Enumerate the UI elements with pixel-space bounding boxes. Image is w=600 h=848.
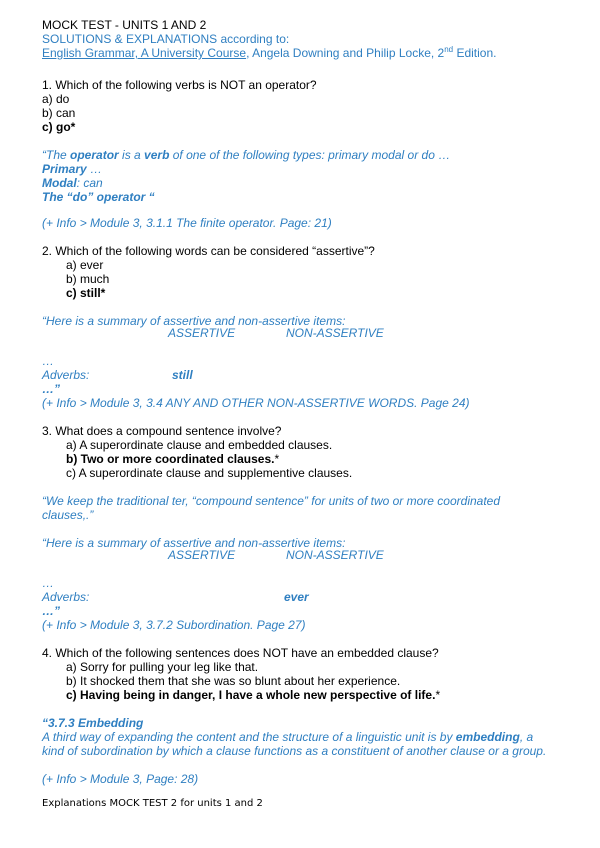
q3-quote-line2: clauses,.” [42,508,94,522]
q4-quote-pre: A third way of expanding the content and the structure of a linguistic unit is by [42,730,456,744]
q1-primary-line [42,162,102,176]
q1-info: (+ Info > Module 3, 3.1.1 The finite operator. Page: 21) [42,216,332,230]
q1-quote-verb: verb [144,148,170,162]
q3-question: 3. What does a compound sentence involve? [42,424,282,438]
q4-option-b: b) It shocked them that she was so blunt about her experience. [66,674,401,688]
q1-modal-rest: : can [76,176,103,190]
q3-option-b-answer [66,452,279,466]
q2-adverb-value: still [172,368,193,382]
page-title: MOCK TEST - UNITS 1 AND 2 [42,18,207,32]
q2-option-b: b) much [66,272,110,286]
q1-primary-label: Primary [42,162,87,176]
q4-quote-line1 [42,730,533,744]
q2-adverbs-label: Adverbs: [42,368,90,382]
q4-option-a: a) Sorry for pulling your leg like that. [66,660,259,674]
q4-quote-line2: kind of subordination by which a clause functions as a constituent of another clause or a group. [42,744,547,758]
q3-ellipsis: … [42,576,54,590]
q3-adverb-value: ever [284,590,309,604]
q2-option-a: a) ever [66,258,104,272]
q1-quote-mid: is a [118,148,145,162]
q1-question: 1. Which of the following verbs is NOT an operator? [42,78,317,92]
q4-info: (+ Info > Module 3, Page: 28) [42,772,199,786]
q3-col-assertive: ASSERTIVE [168,548,236,562]
q2-col-nonassertive: NON-ASSERTIVE [286,326,384,340]
edition-sup: nd [444,45,454,54]
authors-text: , Angela Downing and Philip Locke, 2 [246,46,445,60]
q2-close-quote: …” [42,382,60,396]
q3-adverbs-label: Adverbs: [42,590,90,604]
source-reference [42,46,496,60]
q4-option-c-answer [66,688,440,702]
q3-info: (+ Info > Module 3, 3.7.2 Subordination. Page 27) [42,618,306,632]
q2-info: (+ Info > Module 3, 3.4 ANY AND OTHER NON-ASSERTIVE WORDS. Page 24) [42,396,470,410]
q1-explanation-quote [42,148,450,162]
q3-col-nonassertive: NON-ASSERTIVE [286,548,384,562]
q1-do-operator: The “do” operator “ [42,190,155,204]
q3-option-c: c) A superordinate clause and supplementive clauses. [66,466,353,480]
q1-modal-label: Modal [42,176,77,190]
q1-quote-operator: operator [70,148,119,162]
q1-option-c-answer: c) go* [42,120,76,134]
q3-quote-line1: “We keep the traditional ter, “compound sentence” for units of two or more coordinated [42,494,501,508]
q3-summary-quote: “Here is a summary of assertive and non-assertive items: [42,536,346,550]
q2-option-c-answer: c) still* [66,286,106,300]
q2-col-assertive: ASSERTIVE [168,326,236,340]
q4-option-c-star: * [435,688,441,702]
q1-primary-rest: … [86,162,103,176]
q3-option-a: a) A superordinate clause and embedded clauses. [66,438,333,452]
q4-section-heading: “3.7.3 Embedding [42,716,144,730]
q2-question: 2. Which of the following words can be considered “assertive”? [42,244,375,258]
q1-modal-line [42,176,103,190]
page-footer: Explanations MOCK TEST 2 for units 1 and 2 [42,798,263,809]
q4-option-c-text: c) Having being in danger, I have a whole new perspective of life. [66,688,436,702]
page-subtitle: SOLUTIONS & EXPLANATIONS according to: [42,32,290,46]
edition-text: Edition. [453,46,497,60]
q2-summary-quote: “Here is a summary of assertive and non-assertive items: [42,314,346,328]
q4-quote-post: , a [519,730,534,744]
q3-option-b-text: b) Two or more coordinated clauses. [66,452,275,466]
q3-close-quote: …” [42,604,60,618]
q3-option-b-star: * [274,452,280,466]
book-link[interactable]: English Grammar, A University Course [42,46,247,60]
q2-ellipsis: … [42,354,54,368]
q1-option-b: b) can [42,106,76,120]
q1-quote-post: of one of the following types: primary modal or do … [169,148,451,162]
q4-question: 4. Which of the following sentences does NOT have an embedded clause? [42,646,439,660]
q1-quote-pre: “The [42,148,71,162]
q4-quote-embedding: embedding [455,730,520,744]
q1-option-a: a) do [42,92,70,106]
